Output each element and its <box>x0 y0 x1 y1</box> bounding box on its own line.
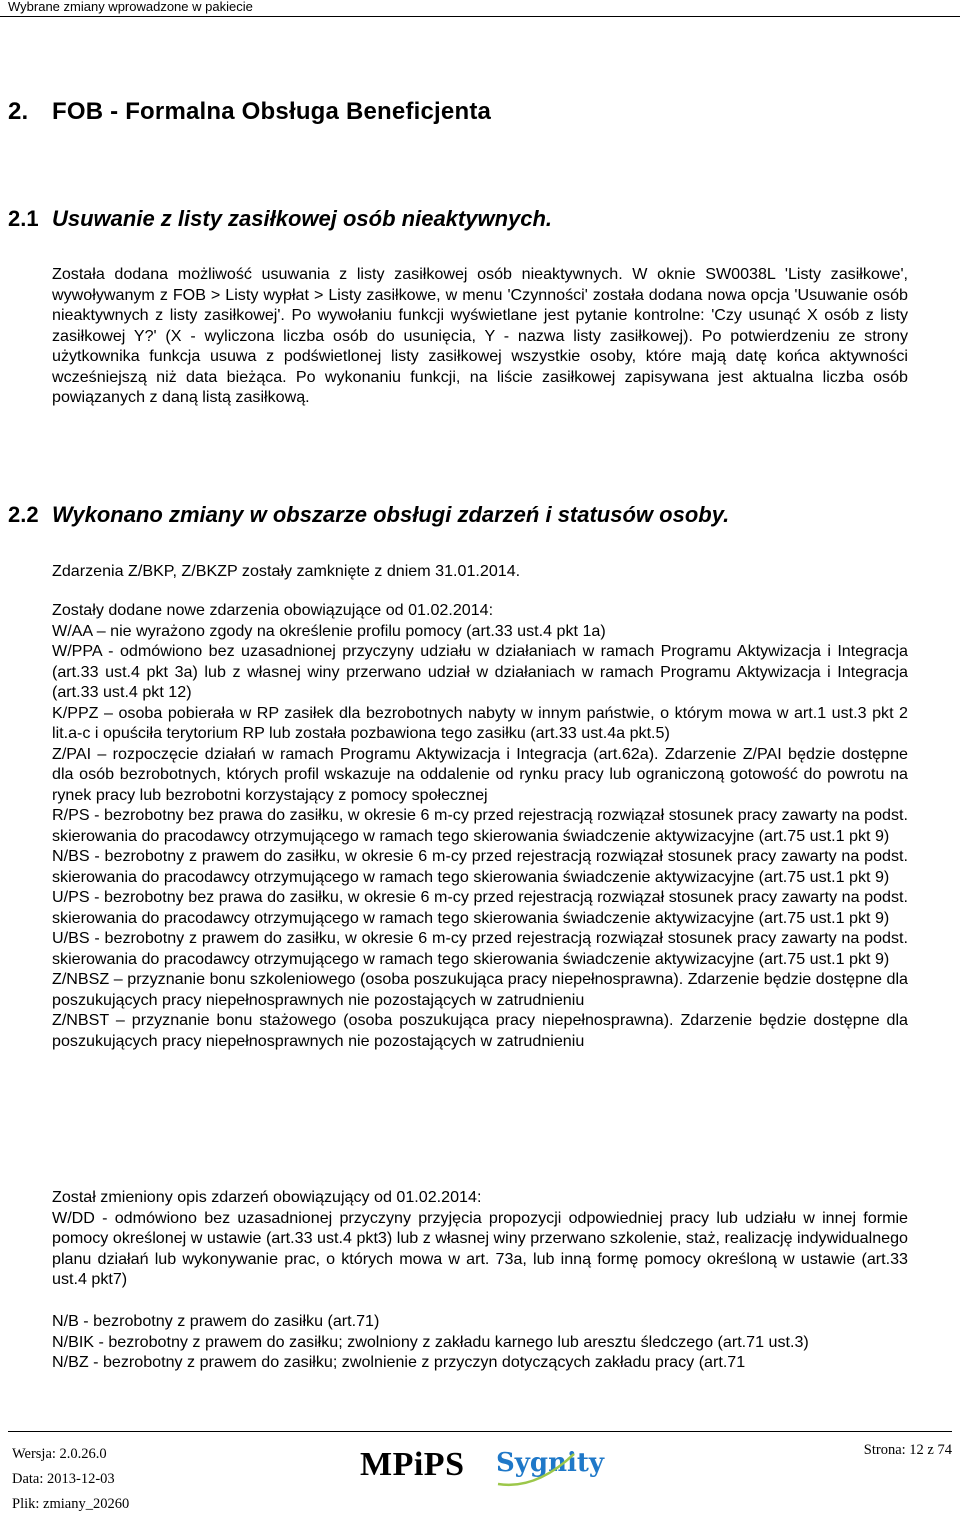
subsection-title: Wykonano zmiany w obszarze obsługi zdarzeń i statusów osoby. <box>52 502 730 527</box>
more-events-block <box>52 1311 908 1373</box>
paragraph-inactive-removal <box>52 264 908 408</box>
subsection-heading-2-1 <box>8 206 552 232</box>
event-item: Z/NBSZ – przyznanie bonu szkoleniowego (osoba poszukująca pracy niepełnosprawna). Zdarzenie będzie dostępne dla poszukujących pracy niepełnosprawnych nie pozostających w zatrudnieniu <box>52 970 908 1009</box>
event-item: Z/PAI – rozpoczęcie działań w ramach Programu Aktywizacja i Integracja (art.62a). Zdarzenie Z/PAI będzie dostępne dla osób bezrobotnych, których profil wskazuje na oddalenie od rynku pracy lub ograniczoną gotowość do powrotu na rynek pracy lub bezrobotni korzystający z pomocy społecznej <box>52 744 908 804</box>
section-title: FOB - Formalna Obsługa Beneficjenta <box>52 98 492 125</box>
page-footer <box>0 1432 960 1513</box>
closed-events-text: Zdarzenia Z/BKP, Z/BKZP zostały zamknięte z dniem 31.01.2014. <box>52 562 521 580</box>
event-item: U/PS - bezrobotny bez prawa do zasiłku, w okresie 6 m-cy przed rejestracją rozwiązał stosunek pracy zawarty na podst. skierowania do pracodawcy otrzymującego w ramach tego skierowania świadczenie aktywizacyjne (art.75 ust.1 pkt 9) <box>52 888 908 927</box>
footer-date: Data: 2013-12-03 <box>12 1471 115 1487</box>
event-item: W/PPA - odmówiono bez uzasadnionej przyczyny udziału w działaniach w ramach Programu Aktywizacja i Integracja (art.33 ust.4 pkt 3a) lub z własnej winy przerwano udział w działaniach w ramach Programu Aktywizacja i Integracja (art.33 ust.4 pkt 12) <box>52 642 908 701</box>
paragraph-text: Została dodana możliwość usuwania z listy zasiłkowej osób nieaktywnych. W oknie SW0038L 'Listy zasiłkowe', wywoływanym z FOB > Listy wypłat > Listy zasiłkowe, w menu 'Czynności' została dodana nowa opcja 'Usuwanie osób nieaktywnych z listy zasiłkowej'. Po wywołaniu funkcji wyświetlane jest pytanie kontrolne: 'Czy usunąć X osób z listy zasiłkowej Y?' (X - wyliczona liczba osób do usunięcia, Y - nazwa listy zasiłkowej). Po potwierdzeniu ze strony użytkownika funkcja usuwa z podświetlonej listy zasiłkowej wszystkie osoby, które mają datę końca aktywności wcześniejszą niż data bieżąca. Po wykonaniu funkcji, na liście zasiłkowej zapisywana jest aktualna liczba osób powiązanych z daną listą zasiłkową. <box>52 265 908 406</box>
page-header <box>0 0 960 17</box>
sygnity-logo <box>496 1448 604 1478</box>
event-item: U/BS - bezrobotny z prawem do zasiłku, w okresie 6 m-cy przed rejestracją rozwiązał stosunek pracy zawarty na podst. skierowania do pracodawcy otrzymującego w ramach tego skierowania świadczenie aktywizacyjne (art.75 ust.1 pkt 9) <box>52 929 908 968</box>
changed-events-block <box>52 1187 908 1290</box>
footer-meta <box>12 1442 129 1517</box>
event-item: W/AA – nie wyrażono zgody na określenie profilu pomocy (art.33 ust.4 pkt 1a) <box>52 621 606 640</box>
mpips-logo: MPiPS <box>360 1446 465 1483</box>
section-number: 2. <box>8 98 29 125</box>
header-title: Wybrane zmiany wprowadzone w pakiecie <box>8 0 253 14</box>
subsection-heading-2-2 <box>8 502 729 528</box>
page-number: Strona: 12 z 74 <box>863 1442 952 1458</box>
subsection-title: Usuwanie z listy zasiłkowej osób nieaktywnych. <box>52 206 553 231</box>
closed-events-note <box>52 561 908 582</box>
new-events-heading: Zostały dodane nowe zdarzenia obowiązujące od 01.02.2014: <box>52 601 494 619</box>
event-item: N/BS - bezrobotny z prawem do zasiłku, w okresie 6 m-cy przed rejestracją rozwiązał stosunek pracy zawarty na podst. skierowania do pracodawcy otrzymującego w ramach tego skierowania świadczenie aktywizacyjne (art.75 ust.1 pkt 9) <box>52 847 908 886</box>
event-item: R/PS - bezrobotny bez prawa do zasiłku, w okresie 6 m-cy przed rejestracją rozwiązał stosunek pracy zawarty na podst. skierowania do pracodawcy otrzymującego w ramach tego skierowania świadczenie aktywizacyjne (art.75 ust.1 pkt 9) <box>52 806 908 845</box>
changed-events-heading: Został zmieniony opis zdarzeń obowiązujący od 01.02.2014: <box>52 1188 482 1206</box>
footer-file: Plik: zmiany_20260 <box>12 1496 130 1512</box>
section-heading <box>8 98 491 126</box>
event-item: N/BIK - bezrobotny z prawem do zasiłku; zwolniony z zakładu karnego lub aresztu śledczego (art.71 ust.3) <box>52 1332 809 1351</box>
event-item: K/PPZ – osoba pobierała w RP zasiłek dla bezrobotnych nabyty w innym państwie, o którym mowa w art.1 ust.3 pkt 2 lit.a-c i opuściła terytorium RP lub została pozbawiona tego zasiłku (art.33 ust.4a pkt.5) <box>52 703 908 742</box>
subsection-number: 2.2 <box>8 502 39 527</box>
new-events-block <box>52 600 908 1051</box>
event-item: N/B - bezrobotny z prawem do zasiłku (art.71) <box>52 1312 380 1330</box>
header-divider <box>0 16 960 17</box>
subsection-number: 2.1 <box>8 206 39 231</box>
event-item: W/DD - odmówiono bez uzasadnionej przyczyny przyjęcia propozycji odpowiedniej pracy lub udziału w innej formie pomocy określonej w ustawie (art.33 ust.4 pkt3) lub z własnej winy przerwano szkolenie, staż, realizację indywidualnego planu działań lub wykonywanie prac, o których mowa w art. 73a, lub inną formę pomocy określoną w ustawie (art.33 ust.4 pkt7) <box>52 1208 908 1288</box>
event-item: N/BZ - bezrobotny z prawem do zasiłku; zwolnienie z przyczyn dotyczących zakładu pracy (art.71 <box>52 1353 746 1371</box>
sygnity-logo-text: Sygnity <box>496 1448 604 1478</box>
event-item: Z/NBST – przyznanie bonu stażowego (osoba poszukująca pracy niepełnosprawna). Zdarzenie będzie dostępne dla poszukujących pracy niepełnosprawnych nie pozostających w zatrudnieniu <box>52 1011 908 1050</box>
footer-version: Wersja: 2.0.26.0 <box>12 1446 107 1462</box>
